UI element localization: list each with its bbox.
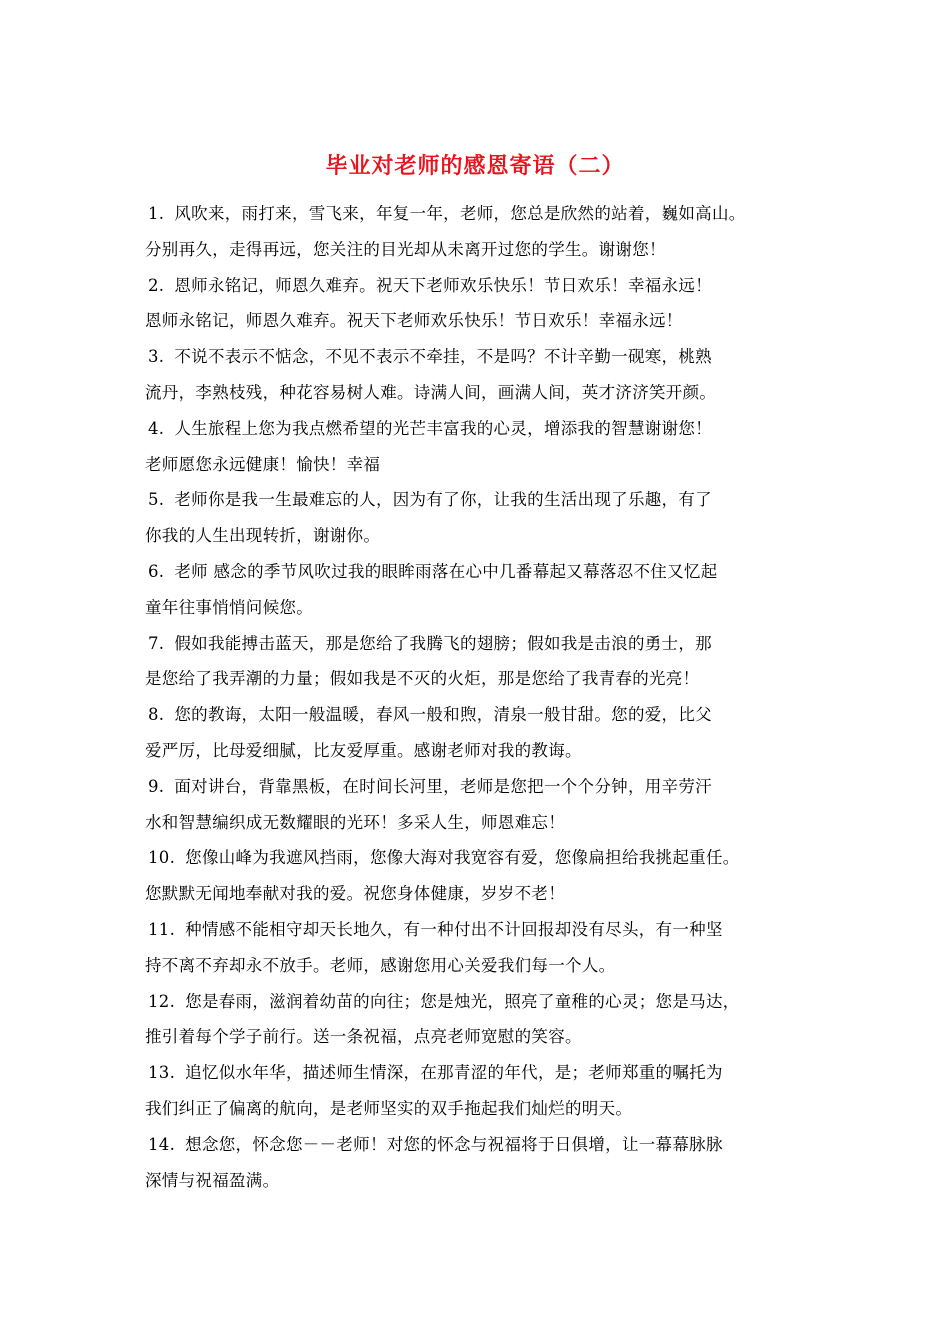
list-item	[145, 482, 825, 554]
item-continuation-line	[145, 1163, 825, 1199]
item-first-line	[145, 411, 825, 447]
item-continuation-line	[145, 948, 825, 984]
item-text: 推引着每个学子前行。送一条祝福，点亮老师宽慰的笑容。	[145, 1027, 582, 1047]
list-item	[145, 411, 825, 483]
item-number: 13.	[148, 1063, 176, 1083]
item-text: 是您给了我弄潮的力量；假如我是不灭的火炬，那是您给了我青春的光亮！	[145, 669, 700, 689]
item-first-line	[145, 769, 825, 805]
item-continuation-line	[145, 1091, 825, 1127]
item-continuation-line	[145, 590, 825, 626]
item-first-line	[145, 482, 825, 518]
item-continuation-line	[145, 1019, 825, 1055]
list-item	[145, 1055, 825, 1127]
item-first-line	[145, 1127, 825, 1163]
list-item	[145, 554, 825, 626]
list-item	[145, 339, 825, 411]
item-number: 11.	[148, 919, 176, 939]
item-text: 老师你是我一生最难忘的人，因为有了你，让我的生活出现了乐趣，有了	[174, 490, 712, 510]
item-continuation-line	[145, 375, 825, 411]
list-item	[145, 984, 825, 1056]
item-first-line	[145, 697, 825, 733]
item-text: 想念您，怀念您－－老师！对您的怀念与祝福将于日俱增，让一幕幕脉脉	[185, 1134, 723, 1154]
list-item	[145, 626, 825, 698]
list-item	[145, 268, 825, 340]
item-first-line	[145, 912, 825, 948]
item-text: 风吹来，雨打来，雪飞来，年复一年，老师，您总是欣然的站着，巍如高山。	[174, 204, 746, 223]
item-number: 7.	[148, 633, 165, 653]
item-first-line	[145, 196, 825, 232]
item-number: 8.	[148, 705, 165, 725]
item-text: 深情与祝福盈满。	[145, 1170, 280, 1190]
item-text: 追忆似水年华，描述师生情深，在那青涩的年代，是；老师郑重的嘱托为	[185, 1063, 723, 1083]
item-text: 流丹，李熟枝残，种花容易树人难。诗满人间，画满人间，英才济济笑开颜。	[145, 382, 717, 402]
item-first-line	[145, 339, 825, 375]
item-number: 14.	[148, 1134, 176, 1154]
document-title: 毕业对老师的感恩寄语（二）	[325, 153, 625, 179]
item-text: 爱严厉，比母爱细腻，比友爱厚重。感谢老师对我的教诲。	[145, 740, 582, 760]
item-first-line	[145, 840, 825, 876]
item-number: 2.	[148, 275, 165, 295]
item-text: 恩师永铭记，师恩久难弃。祝天下老师欢乐快乐！节日欢乐！幸福永远！	[145, 311, 683, 331]
list-item	[145, 769, 825, 841]
item-text: 水和智慧编织成无数耀眼的光环！多采人生，师恩难忘！	[145, 812, 565, 832]
item-continuation-line	[145, 876, 825, 912]
item-number: 9.	[148, 776, 165, 796]
item-text: 假如我能搏击蓝天，那是您给了我腾飞的翅膀；假如我是击浪的勇士，那	[174, 633, 712, 653]
item-text: 您像山峰为我遮风挡雨，您像大海对我宽容有爱，您像扁担给我挑起重任。	[185, 848, 740, 868]
item-first-line	[145, 268, 825, 304]
item-number: 1.	[148, 204, 165, 223]
item-number: 4.	[148, 418, 165, 438]
item-continuation-line	[145, 661, 825, 697]
item-continuation-line	[145, 805, 825, 841]
item-text: 不说不表示不惦念，不见不表示不牵挂，不是吗？不计辛勤一砚寒，桃熟	[174, 347, 712, 367]
item-continuation-line	[145, 733, 825, 769]
item-continuation-line	[145, 303, 825, 339]
item-number: 3.	[148, 347, 165, 367]
item-text: 童年往事悄悄问候您。	[145, 597, 313, 617]
item-text: 您是春雨，滋润着幼苗的向往；您是烛光，照亮了童稚的心灵；您是马达，	[185, 991, 740, 1011]
item-text: 人生旅程上您为我点燃希望的光芒丰富我的心灵，增添我的智慧谢谢您！	[174, 418, 712, 438]
item-first-line	[145, 1055, 825, 1091]
item-first-line	[145, 984, 825, 1020]
item-text: 我们纠正了偏离的航向，是老师坚实的双手拖起我们灿烂的明天。	[145, 1098, 633, 1118]
item-text: 持不离不弃却永不放手。老师，感谢您用心关爱我们每一个人。	[145, 955, 616, 975]
item-number: 12.	[148, 991, 176, 1011]
item-number: 6.	[148, 561, 165, 581]
item-text: 你我的人生出现转折，谢谢你。	[145, 526, 381, 546]
item-list	[145, 196, 825, 1198]
list-item	[145, 697, 825, 769]
item-continuation-line	[145, 232, 825, 268]
item-continuation-line	[145, 518, 825, 554]
item-text: 您的教诲，太阳一般温暖，春风一般和煦，清泉一般甘甜。您的爱，比父	[174, 705, 712, 725]
item-text: 面对讲台，背靠黑板，在时间长河里，老师是您把一个个分钟，用辛劳汗	[174, 776, 712, 796]
item-text: 种情感不能相守却天长地久，有一种付出不计回报却没有尽头，有一种坚	[185, 919, 723, 939]
list-item	[145, 1127, 825, 1199]
list-item	[145, 912, 825, 984]
item-number: 10.	[148, 848, 176, 868]
item-continuation-line	[145, 447, 825, 483]
item-first-line	[145, 626, 825, 662]
item-number: 5.	[148, 490, 165, 510]
item-first-line	[145, 554, 825, 590]
item-text: 恩师永铭记，师恩久难弃。祝天下老师欢乐快乐！节日欢乐！幸福永远！	[174, 275, 712, 295]
item-text: 您默默无闻地奉献对我的爱。祝您身体健康，岁岁不老！	[145, 884, 565, 904]
item-text: 老师 感念的季节风吹过我的眼眸雨落在心中几番幕起又幕落忍不住又忆起	[174, 561, 718, 581]
list-item	[145, 196, 825, 268]
list-item	[145, 840, 825, 912]
item-text: 分别再久，走得再远，您关注的目光却从未离开过您的学生。谢谢您！	[145, 239, 666, 259]
item-text: 老师愿您永远健康！愉快！幸福	[145, 454, 381, 474]
